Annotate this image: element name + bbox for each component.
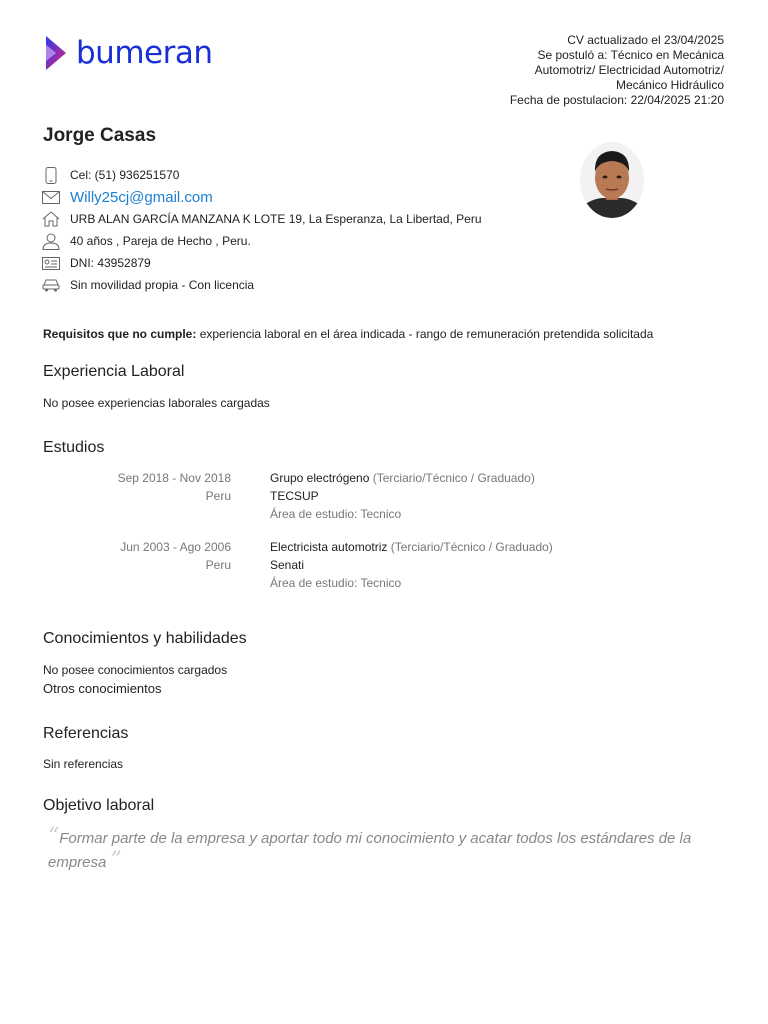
address-text: URB ALAN GARCÍA MANZANA K LOTE 19, La Esperanza, La Libertad, Peru <box>70 212 482 226</box>
id-card-icon <box>42 254 60 272</box>
education-dates-column <box>43 469 231 505</box>
objective-text: Formar parte de la empresa y aportar todo mi conocimiento y acatar todos los estándares de la empresa <box>48 830 692 871</box>
bumeran-wordmark: bumeran <box>76 34 213 71</box>
unmet-requirements <box>43 327 653 341</box>
education-info-column <box>270 469 690 523</box>
close-quote-icon: ” <box>110 848 122 873</box>
contact-list <box>42 164 482 296</box>
requirements-text: experiencia laboral en el área indicada - rango de remuneración pretendida solicitada <box>199 327 654 341</box>
education-section-title: Estudios <box>43 439 105 456</box>
education-country: Peru <box>205 489 231 503</box>
education-dates: Sep 2018 - Nov 2018 <box>117 471 231 485</box>
open-quote-icon: “ <box>48 824 60 849</box>
car-icon <box>42 276 60 294</box>
education-country: Peru <box>205 558 231 572</box>
dni-row <box>42 252 482 274</box>
skills-section-title: Conocimientos y habilidades <box>43 630 247 647</box>
education-level: (Terciario/Técnico / Graduado) <box>390 540 553 554</box>
education-area: Área de estudio: Tecnico <box>270 576 402 590</box>
candidate-name: Jorge Casas <box>43 125 157 146</box>
education-area: Área de estudio: Tecnico <box>270 507 402 521</box>
email-link[interactable]: Willy25cj@gmail.com <box>70 188 213 206</box>
education-info-column <box>270 538 690 592</box>
phone-number: Cel: (51) 936251570 <box>70 168 180 182</box>
bumeran-logo-icon <box>42 34 70 72</box>
education-degree: Electricista automotriz <box>270 540 388 554</box>
requirements-label: Requisitos que no cumple: <box>43 327 197 341</box>
home-icon <box>42 210 60 228</box>
phone-row <box>42 164 482 186</box>
user-icon <box>42 232 60 250</box>
mobility-row <box>42 274 482 296</box>
envelope-icon <box>42 188 60 206</box>
candidate-photo <box>580 142 644 218</box>
phone-icon <box>42 166 60 184</box>
cv-updated-date: CV actualizado el 23/04/2025 <box>567 33 724 47</box>
email-row <box>42 186 482 208</box>
dni-number: DNI: 43952879 <box>70 256 151 270</box>
references-section-title: Referencias <box>43 725 129 742</box>
education-school: TECSUP <box>270 489 319 503</box>
skills-empty-text: No posee conocimientos cargados <box>43 663 228 677</box>
bumeran-logo <box>42 34 212 72</box>
other-knowledge-label: Otros conocimientos <box>43 681 162 696</box>
personal-row <box>42 230 482 252</box>
personal-info: 40 años , Pareja de Hecho , Peru. <box>70 234 251 248</box>
applied-position-line-2: Automotriz/ Electricidad Automotriz/ <box>534 63 724 77</box>
education-dates: Jun 2003 - Ago 2006 <box>120 540 231 554</box>
objective-quote <box>48 826 708 874</box>
applied-position-line-3: Mecánico Hidráulico <box>615 78 724 92</box>
mobility-text: Sin movilidad propia - Con licencia <box>70 278 255 292</box>
education-school: Senati <box>270 558 305 572</box>
education-degree: Grupo electrógeno <box>270 471 370 485</box>
objective-section-title: Objetivo laboral <box>43 797 155 814</box>
experience-empty-text: No posee experiencias laborales cargadas <box>43 396 270 410</box>
education-dates-column <box>43 538 231 574</box>
cv-meta <box>464 33 724 108</box>
application-date: Fecha de postulacion: 22/04/2025 21:20 <box>509 93 724 107</box>
applied-position-line-1: Se postuló a: Técnico en Mecánica <box>537 48 724 62</box>
experience-section-title: Experiencia Laboral <box>43 363 185 380</box>
education-level: (Terciario/Técnico / Graduado) <box>372 471 535 485</box>
address-row <box>42 208 482 230</box>
references-empty-text: Sin referencias <box>43 757 124 771</box>
